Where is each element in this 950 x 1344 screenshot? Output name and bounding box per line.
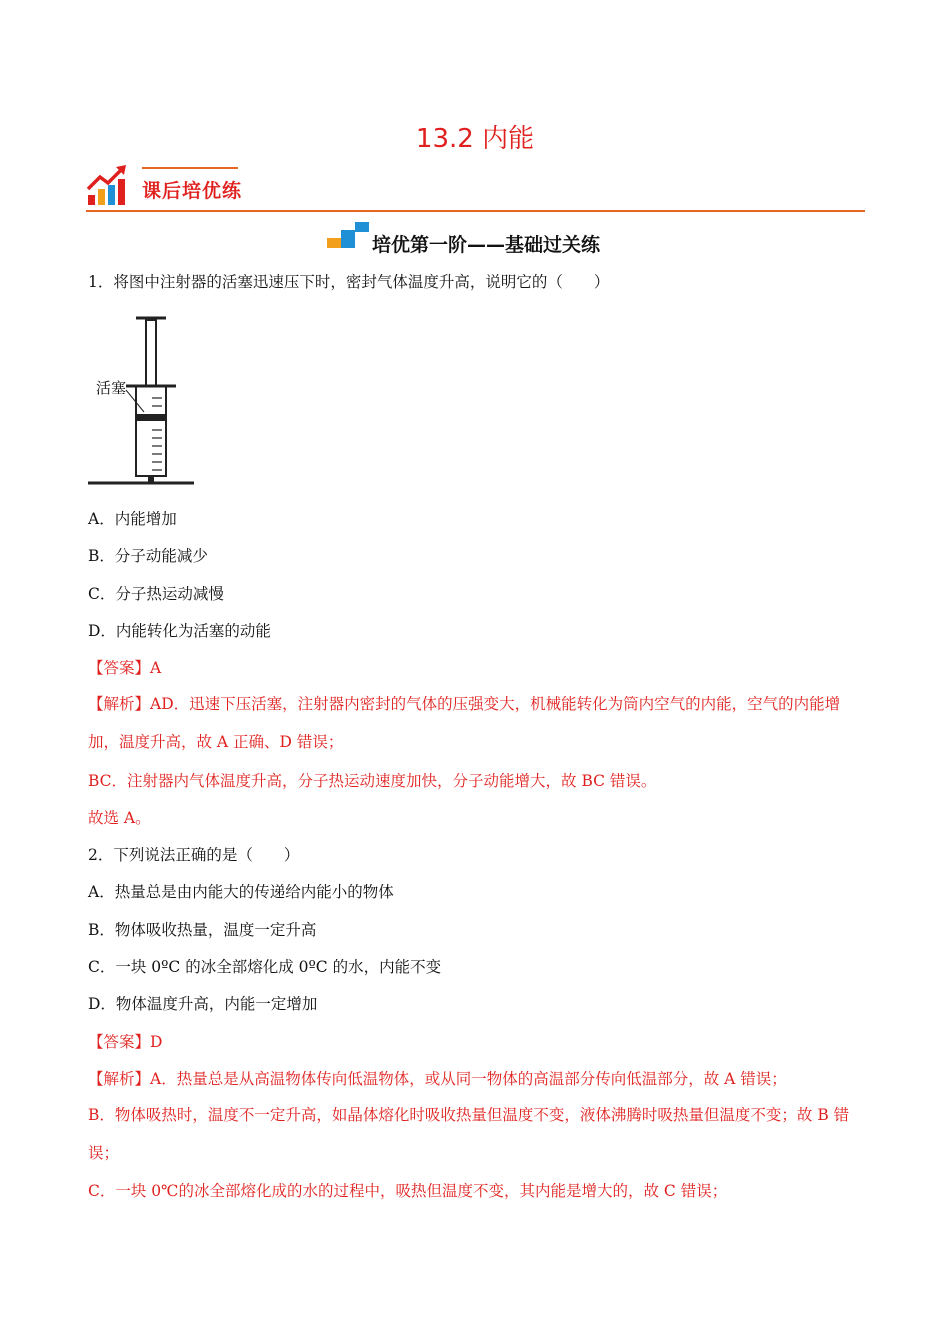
q1-analysis-1: 【解析】AD．迅速下压活塞，注射器内密封的气体的压强变大，机械能转化为筒内空气的内能，空气的内能增加，温度升高，故 A 正确、D 错误； — [88, 695, 841, 751]
banner-label: 课后培优练 — [142, 180, 243, 202]
q2-option-c: C．一块 0ºC 的冰全部熔化成 0ºC 的水，内能不变 — [88, 958, 442, 976]
section-heading: 培优第一阶——基础过关练 — [372, 234, 601, 256]
q1-answer: 【答案】A — [88, 659, 162, 677]
q2-analysis-1: 【解析】A．热量总是从高温物体传向低温物体，或从同一物体的高温部分传向低温部分，故 A 错误； — [88, 1070, 787, 1088]
question-1-stem: 1．将图中注射器的活塞迅速压下时，密封气体温度升高，说明它的（ ） — [88, 273, 610, 291]
q1-option-c: C．分子热运动减慢 — [88, 585, 224, 603]
question-2-stem: 2．下列说法正确的是（ ） — [88, 846, 300, 864]
stairs-icon — [327, 220, 371, 250]
q2-option-d: D．物体温度升高，内能一定增加 — [88, 995, 318, 1013]
q2-analysis-2: B．物体吸热时，温度不一定升高，如晶体熔化时吸收热量但温度不变，液体沸腾时吸热量但温度不变；故 B 错误； — [88, 1106, 850, 1162]
q1-analysis-3: 故选 A。 — [88, 809, 151, 827]
page-title: 13.2 内能 — [415, 124, 535, 154]
syringe-figure — [86, 312, 196, 488]
q1-option-b: B．分子动能减少 — [88, 547, 208, 565]
banner-divider — [86, 210, 865, 212]
q1-option-d: D．内能转化为活塞的动能 — [88, 622, 271, 640]
q2-answer: 【答案】D — [88, 1033, 163, 1051]
q2-option-b: B．物体吸收热量，温度一定升高 — [88, 921, 317, 939]
q2-analysis-3: C．一块 0℃的冰全部熔化成的水的过程中，吸热但温度不变，其内能是增大的，故 C 错误； — [88, 1182, 728, 1200]
q1-option-a: A．内能增加 — [88, 510, 177, 528]
growth-chart-icon — [86, 163, 130, 207]
banner-accent-line — [142, 167, 238, 169]
figure-label-piston: 活塞 — [96, 379, 127, 397]
q2-option-a: A．热量总是由内能大的传递给内能小的物体 — [88, 883, 394, 901]
q1-analysis-2: BC．注射器内气体温度升高，分子热运动速度加快，分子动能增大，故 BC 错误。 — [88, 772, 657, 790]
